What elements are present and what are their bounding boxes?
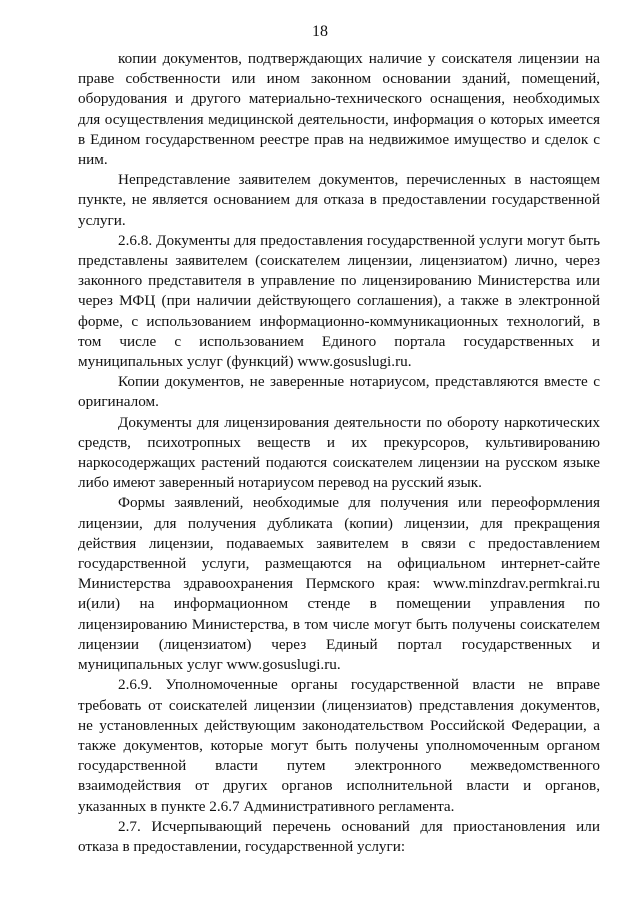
paragraph-2-7: 2.7. Исчерпывающий перечень оснований для приостановления или отказа в предоставлении, государственной услуги: [78,817,600,855]
paragraph-non-submission: Непредставление заявителем документов, перечисленных в настоящем пункте, не является основанием для отказа в предоставлении государственной услуги. [78,171,600,229]
paragraph-property-documents: копии документов, подтверждающих наличие у соискателя лицензии на праве собственности или ином законном основании зданий, помещений, оборудования и другого материально-технического оснащения, необходимых для осуществления медицинской деятельности, информация о которых имеется в Едином государственном реестре прав на недвижимое имущество и сделок с ним. [78,50,600,169]
document-body [78,49,600,857]
page-number: 18 [312,23,328,40]
paragraph-narcotics-licensing: Документы для лицензирования деятельности по обороту наркотических средств, психотропных веществ и их прекурсоров, культивированию наркосодержащих растений подаются соискателем лицензии на русском языке либо имеют заверенный нотариусом перевод на русский язык. [78,413,600,492]
paragraph-2-6-8: 2.6.8. Документы для предоставления государственной услуги могут быть представлены заявителем (соискателем лицензии, лицензиатом) лично, через законного представителя в управление по лицензированию Министерства или через МФЦ (при наличии действующего соглашения), а также в электронной форме, с использованием информационно-коммуникационных технологий, в том числе с использованием Единого портала государственных и муниципальных услуг (функций) www.gosuslugi.ru. [78,231,600,371]
paragraph-application-forms: Формы заявлений, необходимые для получения или переоформления лицензии, для получения дубликата (копии) лицензии, для прекращения действия лицензии, подаваемых заявителем в связи с предоставлением государственной услуги, размещаются на официальном интернет-сайте Министерства здравоохранения Пермского края: www.minzdrav.permkrai.ru и(или) на информационном стенде в помещении управления по лицензированию Министерства, в том числе могут быть получены соискателем лицензии (лицензиатом) через Единый портал государственных и муниципальных услуг www.gosuslugi.ru. [78,494,600,674]
paragraph-copies: Копии документов, не заверенные нотариусом, представляются вместе с оригиналом. [78,373,600,411]
paragraph-2-6-9: 2.6.9. Уполномоченные органы государственной власти не вправе требовать от соискателей лицензии (лицензиатов) представления документов, не установленных действующим законодательством Российской Федерации, а также документов, которые могут быть получены уполномоченным органом государственной власти путем электронного межведомственного взаимодействия от других органов исполнительной власти и органов, указанных в пункте 2.6.7 Административного регламента. [78,676,600,815]
